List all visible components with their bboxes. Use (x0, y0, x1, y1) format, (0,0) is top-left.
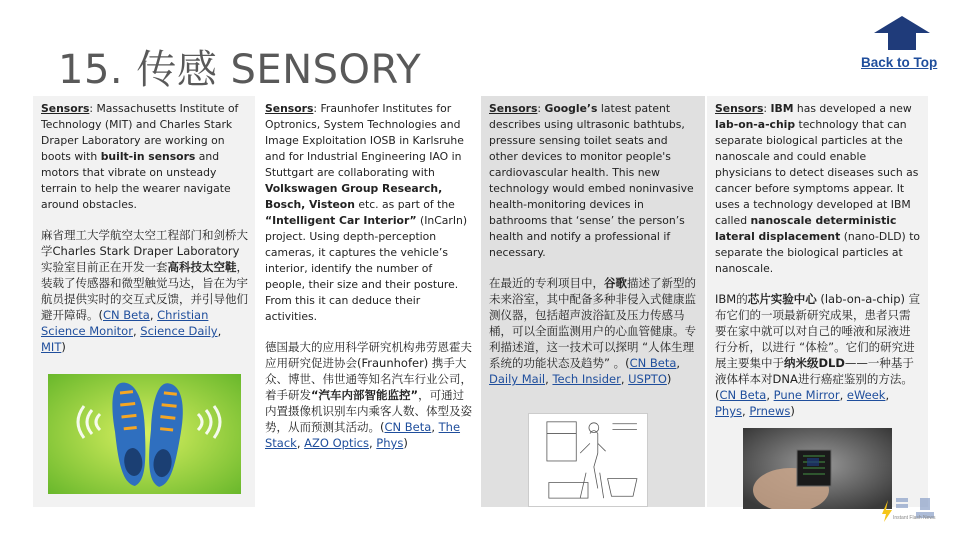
text: : Massachusetts Institute of Technology (MIT) and Charles Stark Draper Laboratory are working on boots with (41, 102, 239, 163)
source-link[interactable]: CN Beta (629, 356, 677, 370)
boots-image (48, 374, 241, 494)
source-link[interactable]: CN Beta (103, 308, 150, 322)
text: 麻省理工大学航空太空工程部门和剑桥大学Charles Stark Draper Laboratory实验室目前正在开发一套 (41, 228, 248, 274)
source-link[interactable]: Phys (715, 404, 743, 418)
chip-image (743, 428, 892, 509)
source-link[interactable]: Christian Science Monitor (41, 308, 209, 338)
source-link[interactable]: Phys (376, 436, 404, 450)
chinese-paragraph: 德国最大的应用科学研究机构弗劳恩霍夫应用研究促进协会(Fraunhofer) 携手大众、博世、伟世通等知名汽车行业公司，着手研发“汽车内部智能监控”，可通过内置摄像机识别车内乘客人数、体型及姿势，从而预测其活动。(CN Beta, The Stack, AZO Optics, Phys) (265, 340, 472, 450)
sensors-label: Sensors (265, 102, 314, 115)
source-link[interactable]: Science Daily (140, 324, 218, 338)
source-link[interactable]: AZO Optics (304, 436, 369, 450)
source-link[interactable]: eWeek (846, 388, 886, 402)
chinese-paragraph: IBM的芯片实验中心 (lab-on-a-chip) 宣布它们的一项最新研究成果，患者只需要在家中就可以对自己的唾液和尿液进行分析，以进行 “体检”。它们的研究进展主要集中于纳米级DLD——一种基于液体样本对DNA进行癌症鉴别的方法。(CN Beta, Pune Mirror, eWeek, Phys, Prnews) (715, 292, 921, 418)
source-link[interactable]: Daily Mail (489, 372, 546, 386)
english-paragraph: Sensors: Fraunhofer Institutes for Optronics, System Technologies and Image Exploitation IOSB in Karlsruhe and for Industrial Engineering IAO in Stuttgart are collaborating with Volkswagen Group Research, Bosch, Visteon etc. as part of the “Intelligent Car Interior” (InCarIn) project. Using depth-perception cameras, it captures the vehicle’s interior, identify the number of people, their size and their posture. From this it can deduce their activities. (265, 102, 468, 323)
source-link[interactable]: USPTO (628, 372, 667, 386)
patent-drawing-image (528, 413, 648, 507)
source-link[interactable]: Tech Insider (552, 372, 621, 386)
source-link[interactable]: Pune Mirror (773, 388, 840, 402)
sensors-label: Sensors (41, 102, 90, 115)
bold-text: built-in sensors (100, 150, 196, 163)
text: and motors that vibrate on unsteady terrain to help the wearer navigate around obstacles. (41, 150, 231, 211)
bold-text: 高科技太空鞋 (167, 260, 237, 274)
page-title: 15. 传感 SENSORY (58, 47, 422, 93)
english-paragraph: Sensors: IBM has developed a new lab-on-a-chip technology that can separate biological particles at the nanoscale and could enable physicians to detect diseases such as cancer before symptoms appear. It uses a technology developed at IBM called nanoscale deterministic lateral displacement (nano-DLD) to separate the biological particles at nanoscale. (715, 102, 921, 275)
source-link[interactable]: MIT (41, 340, 62, 354)
english-paragraph: Sensors: Google’s latest patent describes using ultrasonic bathtubs, pressure sensing toilet seats and other devices to monitor people's cardiovascular health. This new technology would embed noninvasive health-monitoring devices in bathrooms that ‘sense’ the person’s health and notify a professional if necessary. (489, 102, 694, 259)
english-paragraph (41, 101, 248, 213)
source-link[interactable]: CN Beta (384, 420, 432, 434)
sensors-label: Sensors (715, 102, 764, 115)
source-link[interactable]: Prnews (749, 404, 791, 418)
arrow-up-icon[interactable] (872, 16, 932, 50)
source-link[interactable]: The Stack (265, 420, 461, 450)
back-to-top-link[interactable]: Back to Top (861, 55, 938, 70)
chinese-paragraph: 麻省理工大学航空太空工程部门和剑桥大学Charles Stark Draper Laboratory实验室目前正在开发一套高科技太空鞋，装载了传感器和微型触觉马达，旨在为宇航员提供实时的交互式反馈，并引导他们避开障碍。(CN Beta, Christian Science Monitor, Science Daily, MIT) (41, 228, 248, 354)
text: ，装载了传感器和微型触觉马达，旨在为宇航员提供实时的交互式反馈，并引导他们避开障碍。( (41, 260, 248, 322)
source-link[interactable]: CN Beta (719, 388, 767, 402)
chinese-paragraph: 在最近的专利项目中，谷歌描述了新型的未来浴室，其中配备多种非侵入式健康监测仪器，包括超声波浴缸及压力传感马桶，可以全面监测用户的心血管健康。专利描述道，这一技术可以探明 “人体生理系统的功能状态及趋势” 。(CN Beta, Daily Mail, Tech Insider, USPTO) (489, 276, 696, 386)
logo-caption: Instant Flash News (893, 515, 936, 521)
sensors-label: Sensors (489, 102, 538, 115)
column-fraunhofer (257, 96, 479, 507)
